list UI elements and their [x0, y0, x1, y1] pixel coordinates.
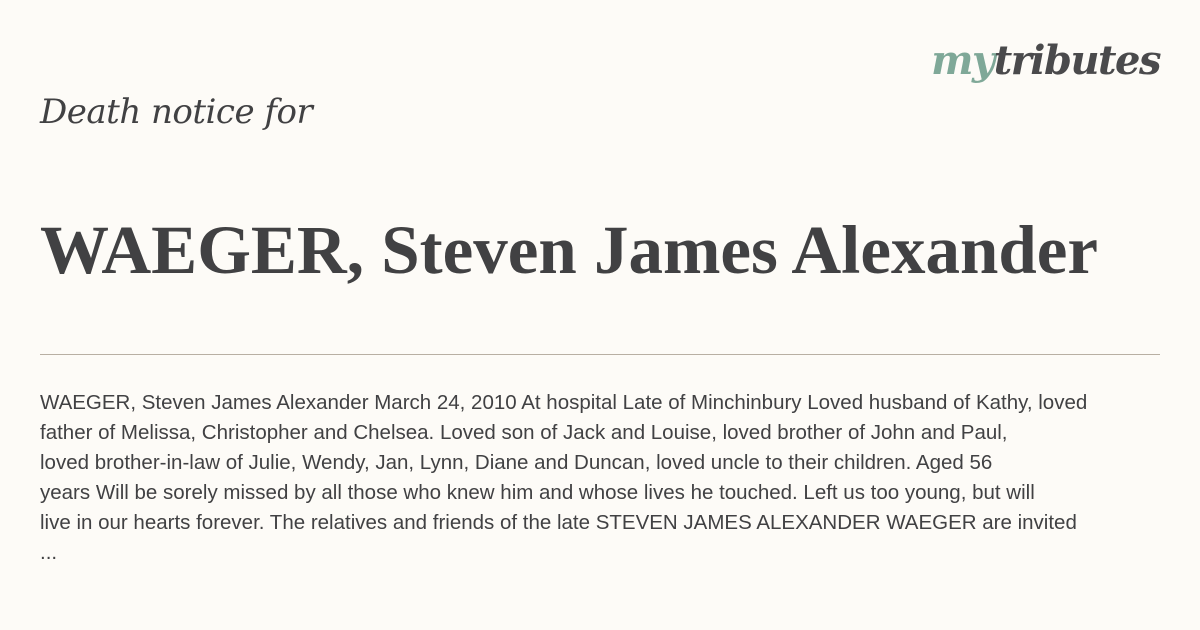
- notice-kicker: Death notice for: [40, 92, 313, 132]
- divider: [40, 354, 1160, 355]
- mytributes-logo[interactable]: [931, 36, 1160, 86]
- logo-my: my: [931, 37, 994, 84]
- notice-excerpt: WAEGER, Steven James Alexander March 24, 2010 At hospital Late of Minchinbury Loved husband of Kathy, loved father of Melissa, Christopher and Chelsea. Loved son of Jack and Louise, loved brother of John and Paul, loved brother-in-law of Julie, Wendy, Jan, Lynn, Diane and Duncan, loved uncle to their children. Aged 56 years Will be sorely missed by all those who knew him and whose lives he touched. Left us too young, but will live in our hearts forever. The relatives and friends of the late STEVEN JAMES ALEXANDER WAEGER are invited ...: [40, 391, 1088, 564]
- deceased-name: WAEGER, Steven James Alexander: [40, 212, 1098, 288]
- logo-tributes: tributes: [993, 37, 1160, 84]
